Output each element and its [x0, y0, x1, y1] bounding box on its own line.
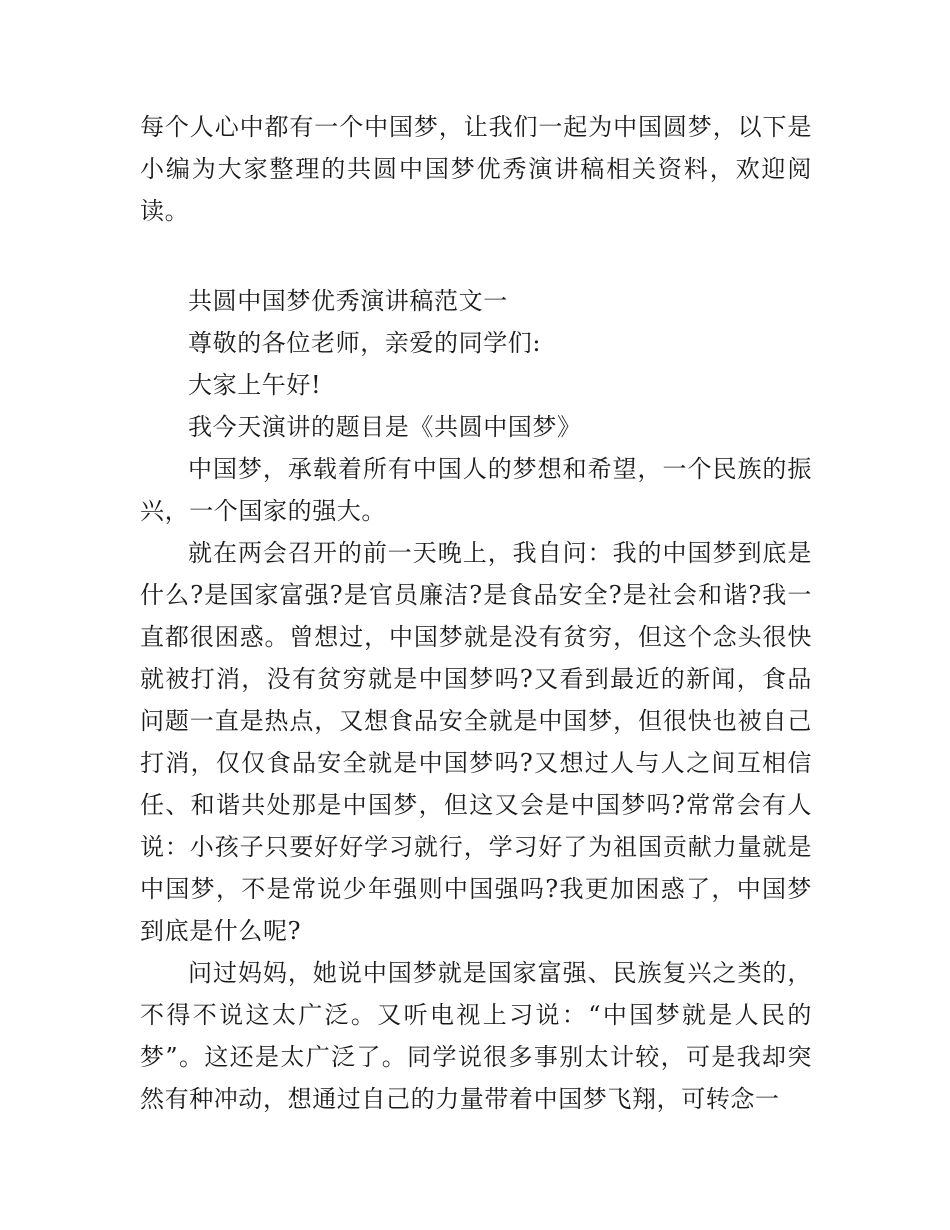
salutation: 尊敬的各位老师，亲爱的同学们: [188, 329, 542, 357]
body-paragraph: 问过妈妈，她说中国梦就是国家富强、民族复兴之类的，不得不说这太广泛。又听电视上习说：“中国梦就是人民的梦”。这还是太广泛了。同学说很多事别太计较，可是我却突然有种冲动，想通过自己的力量带着中国梦飞翔，可转念一 [140, 959, 812, 1113]
speech-title: 共圆中国梦优秀演讲稿范文一 [188, 287, 508, 315]
body-paragraph: 中国梦，承载着所有中国人的梦想和希望，一个民族的振兴，一个国家的强大。 [140, 455, 812, 525]
document-body [140, 106, 812, 1120]
speech-topic: 我今天演讲的题目是《共圆中国梦》 [188, 413, 582, 441]
body-paragraph: 就在两会召开的前一天晚上，我自问：我的中国梦到底是什么?是国家富强?是官员廉洁?是食品安全?是社会和谐?我一直都很困惑。曾想过，中国梦就是没有贫穷，但这个念头很快就被打消，没有贫穷就是中国梦吗?又看到最近的新闻，食品问题一直是热点，又想食品安全就是中国梦，但很快也被自己打消，仅仅食品安全就是中国梦吗?又想过人与人之间互相信任、和谐共处那是中国梦，但这又会是中国梦吗?常常会有人说：小孩子只要好好学习就行，学习好了为祖国贡献力量就是中国梦，不是常说少年强则中国强吗?我更加困惑了，中国梦到底是什么呢? [140, 539, 812, 945]
greeting: 大家上午好! [188, 371, 322, 399]
intro-paragraph: 每个人心中都有一个中国梦，让我们一起为中国圆梦，以下是小编为大家整理的共圆中国梦优秀演讲稿相关资料，欢迎阅读。 [140, 113, 812, 225]
